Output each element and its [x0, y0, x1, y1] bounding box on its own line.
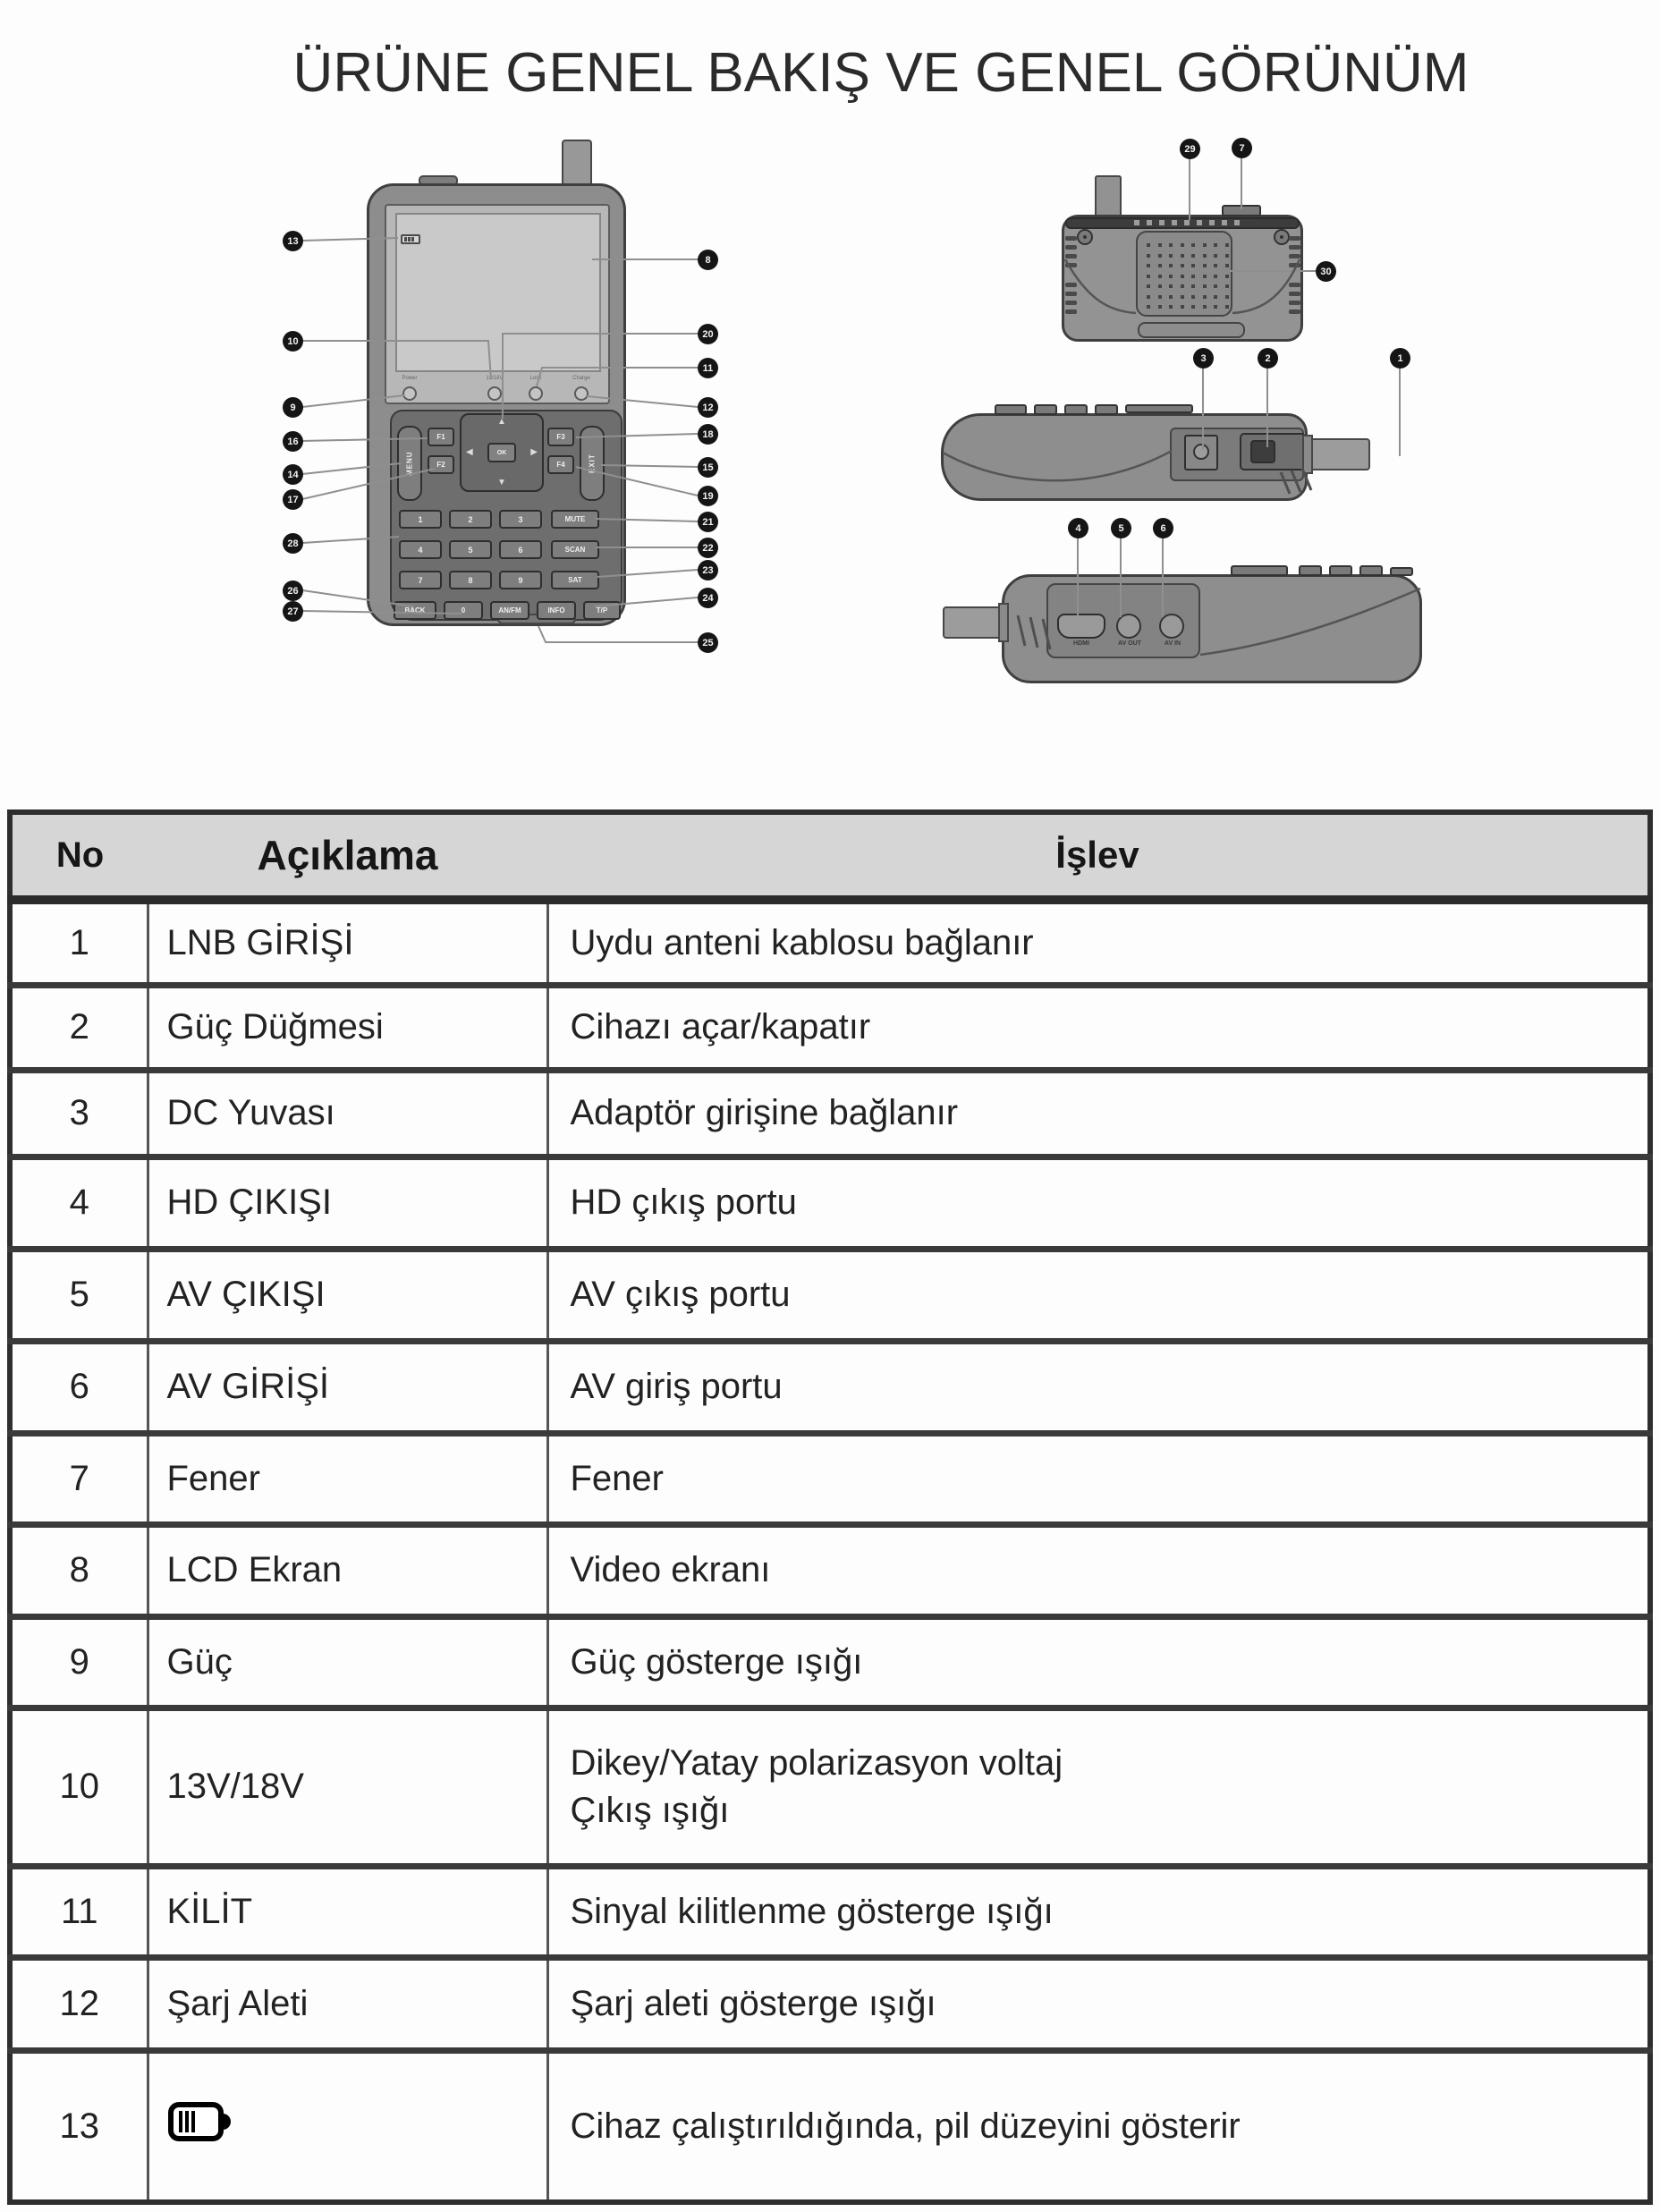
table-row — [10, 1866, 1650, 1957]
callout-16: 16 — [283, 431, 303, 452]
cell-aciklama: HD ÇIKIŞI — [148, 1157, 547, 1249]
bottom-top-button — [1390, 567, 1413, 576]
callout-11: 11 — [698, 358, 718, 378]
side-slot — [1065, 301, 1077, 305]
cell-islev: HD çıkış portu — [547, 1157, 1650, 1249]
grille-dot — [1158, 305, 1162, 309]
side-slot — [1065, 292, 1077, 296]
vent-dot — [1147, 220, 1152, 225]
port-label-0: HDMI — [1073, 640, 1089, 647]
cell-islev: Güç gösterge ışığı — [547, 1616, 1650, 1708]
callout-3: 3 — [1193, 348, 1214, 369]
table-row — [10, 1341, 1650, 1433]
grille-dot — [1225, 264, 1229, 267]
grille-dot — [1203, 305, 1207, 309]
side-slot — [1065, 245, 1077, 250]
grille-dot — [1158, 264, 1162, 267]
side-slot — [1289, 263, 1300, 267]
cell-islev: AV çıkış portu — [547, 1249, 1650, 1341]
vent-dot — [1134, 220, 1139, 225]
grille-dot — [1214, 243, 1217, 247]
f3-key: F3 — [547, 428, 574, 446]
sat-key: SAT — [551, 571, 599, 589]
exit-key: EXIT — [580, 426, 605, 501]
side-slot — [1289, 245, 1300, 250]
callout-17: 17 — [283, 489, 303, 510]
leader-line — [538, 626, 698, 642]
callout-4: 4 — [1068, 518, 1088, 538]
av-in-port — [1159, 614, 1184, 639]
callout-8: 8 — [698, 250, 718, 270]
cell-islev: Fener — [547, 1433, 1650, 1524]
cell-islev: Şarj aleti gösterge ışığı — [547, 1957, 1650, 2050]
grille-dot — [1181, 305, 1184, 309]
cell-aciklama: AV GİRİŞİ — [148, 1341, 547, 1433]
cell-islev: Video ekranı — [547, 1524, 1650, 1616]
side-slot — [1065, 309, 1077, 314]
cell-aciklama: Güç — [148, 1616, 547, 1708]
callout-24: 24 — [698, 588, 718, 608]
lnb-connector-side — [1306, 438, 1370, 470]
vent-dot — [1184, 220, 1190, 225]
callout-14: 14 — [283, 464, 303, 485]
cell-islev: Cihazı açar/kapatır — [547, 985, 1650, 1070]
callout-19: 19 — [698, 486, 718, 506]
grille-dot — [1147, 264, 1150, 267]
front-screen — [395, 213, 601, 372]
callout-7: 7 — [1232, 138, 1252, 158]
cell-aciklama: Güç Düğmesi — [148, 985, 547, 1070]
cell-no: 13 — [10, 2050, 148, 2202]
cell-aciklama: LCD Ekran — [148, 1524, 547, 1616]
callout-30: 30 — [1316, 261, 1336, 282]
grille-dot — [1147, 284, 1150, 288]
grille-dot — [1158, 275, 1162, 278]
table-row — [10, 1433, 1650, 1524]
grille-dot — [1214, 254, 1217, 258]
grille-dot — [1147, 275, 1150, 278]
cell-no: 4 — [10, 1157, 148, 1249]
cell-no: 8 — [10, 1524, 148, 1616]
port-label-2: AV IN — [1164, 640, 1181, 647]
grille-dot — [1203, 275, 1207, 278]
vent-dot — [1222, 220, 1227, 225]
back-screw-right — [1274, 229, 1290, 245]
grille-dot — [1169, 305, 1173, 309]
grille-dot — [1203, 243, 1207, 247]
bottom-top-button — [1231, 565, 1288, 576]
grille-dot — [1225, 284, 1229, 288]
callout-2: 2 — [1258, 348, 1278, 369]
led-3 — [574, 386, 589, 401]
header-islev: İşlev — [547, 812, 1650, 900]
header-no: No — [10, 812, 148, 900]
bottom-key-1: 0 — [444, 601, 483, 620]
grille-dot — [1225, 295, 1229, 299]
grille-dot — [1191, 275, 1195, 278]
table-row — [10, 900, 1650, 985]
bottom-top-button — [1359, 565, 1383, 576]
cell-aciklama: KİLİT — [148, 1866, 547, 1957]
vent-dot — [1234, 220, 1240, 225]
back-antenna — [1095, 175, 1122, 218]
grille-dot — [1203, 284, 1207, 288]
table-row — [10, 1249, 1650, 1341]
cell-no: 7 — [10, 1433, 148, 1524]
grille-dot — [1225, 243, 1229, 247]
led-1 — [487, 386, 502, 401]
page-title: ÜRÜNE GENEL BAKIŞ VE GENEL GÖRÜNÜM — [292, 41, 1469, 104]
led-label-3: Charge — [572, 376, 590, 381]
arrow-up-icon: ▲ — [497, 417, 506, 427]
led-label-1: 13/18V — [486, 376, 504, 381]
grille-dot — [1181, 275, 1184, 278]
lnb-collar-bottom — [998, 603, 1009, 642]
table-row — [10, 2050, 1650, 2202]
callout-6: 6 — [1153, 518, 1173, 538]
grille-dot — [1191, 254, 1195, 258]
mute-key: MUTE — [551, 510, 599, 529]
vent-dot — [1159, 220, 1165, 225]
callout-20: 20 — [698, 324, 718, 344]
side-slot — [1289, 309, 1300, 314]
callout-10: 10 — [283, 331, 303, 352]
av-out-port — [1116, 614, 1141, 639]
f2-key: F2 — [428, 455, 454, 474]
cell-no: 5 — [10, 1249, 148, 1341]
cell-islev: AV giriş portu — [547, 1341, 1650, 1433]
grille-dot — [1169, 264, 1173, 267]
cell-islev: Dikey/Yatay polarizasyon voltaj Çıkış ışığı — [547, 1708, 1650, 1866]
cell-no: 11 — [10, 1866, 148, 1957]
f4-key: F4 — [547, 455, 574, 474]
arrow-down-icon: ▼ — [497, 478, 506, 487]
cell-no: 12 — [10, 1957, 148, 2050]
side-slot — [1289, 301, 1300, 305]
cell-aciklama — [148, 2050, 547, 2202]
digit-4-key: 4 — [399, 540, 442, 559]
grille-dot — [1169, 254, 1173, 258]
side-slot — [1065, 263, 1077, 267]
digit-3-key: 3 — [499, 510, 542, 529]
side-top-button — [1064, 404, 1088, 415]
cell-aciklama: Şarj Aleti — [148, 1957, 547, 2050]
led-label-2: Lock — [529, 376, 542, 381]
cell-aciklama: AV ÇIKIŞI — [148, 1249, 547, 1341]
grille-dot — [1214, 305, 1217, 309]
callout-5: 5 — [1111, 518, 1131, 538]
ok-button: OK — [487, 443, 516, 462]
grille-dot — [1147, 305, 1150, 309]
side-slot — [1289, 236, 1300, 241]
grille-dot — [1158, 284, 1162, 288]
f1-key: F1 — [428, 428, 454, 446]
grille-dot — [1158, 254, 1162, 258]
cell-no: 2 — [10, 985, 148, 1070]
dpad-control — [460, 413, 544, 492]
table-row — [10, 1524, 1650, 1616]
lnb-collar-side — [1302, 435, 1313, 474]
grille-dot — [1158, 243, 1162, 247]
table-row — [10, 1157, 1650, 1249]
grille-dot — [1203, 295, 1207, 299]
port-label-1: AV OUT — [1118, 640, 1141, 647]
led-label-0: Power — [402, 376, 418, 381]
arrow-left-icon: ◀ — [466, 447, 473, 457]
grille-dot — [1214, 275, 1217, 278]
grille-dot — [1147, 243, 1150, 247]
bottom-key-2: AN/FM — [490, 601, 529, 620]
bottom-key-4: T/P — [583, 601, 621, 620]
grille-dot — [1191, 305, 1195, 309]
grille-dot — [1181, 264, 1184, 267]
scan-key: SCAN — [551, 540, 599, 559]
callout-23: 23 — [698, 560, 718, 581]
grille-dot — [1181, 295, 1184, 299]
bottom-top-button — [1299, 565, 1322, 576]
cell-no: 3 — [10, 1070, 148, 1157]
battery-icon — [167, 2101, 233, 2142]
grille-dot — [1225, 305, 1229, 309]
cell-no: 1 — [10, 900, 148, 985]
grille-dot — [1191, 243, 1195, 247]
side-slot — [1289, 292, 1300, 296]
grille-dot — [1191, 264, 1195, 267]
grille-dot — [1214, 295, 1217, 299]
side-slot — [1289, 254, 1300, 258]
arrow-right-icon: ▶ — [530, 447, 538, 457]
digit-8-key: 8 — [449, 571, 492, 589]
grille-dot — [1191, 295, 1195, 299]
grille-dot — [1203, 254, 1207, 258]
grille-dot — [1181, 254, 1184, 258]
callout-18: 18 — [698, 424, 718, 445]
digit-6-key: 6 — [499, 540, 542, 559]
side-slot — [1065, 236, 1077, 241]
grille-dot — [1225, 254, 1229, 258]
screen-battery-icon — [401, 234, 420, 244]
cell-islev: Cihaz çalıştırıldığında, pil düzeyini gösterir — [547, 2050, 1650, 2202]
device-diagrams — [0, 0, 1660, 787]
cell-islev: Sinyal kilitlenme gösterge ışığı — [547, 1866, 1650, 1957]
vent-dot — [1197, 220, 1202, 225]
cell-aciklama: 13V/18V — [148, 1708, 547, 1866]
digit-1-key: 1 — [399, 510, 442, 529]
cell-aciklama: LNB GİRİŞİ — [148, 900, 547, 985]
spec-table — [7, 809, 1653, 2205]
header-aciklama: Açıklama — [148, 812, 547, 900]
front-antenna — [562, 140, 592, 188]
digit-7-key: 7 — [399, 571, 442, 589]
digit-5-key: 5 — [449, 540, 492, 559]
grille-dot — [1225, 275, 1229, 278]
callout-9: 9 — [283, 397, 303, 418]
cell-no: 10 — [10, 1708, 148, 1866]
table-row — [10, 985, 1650, 1070]
grille-dot — [1147, 254, 1150, 258]
cell-no: 9 — [10, 1616, 148, 1708]
grille-dot — [1169, 275, 1173, 278]
table-row — [10, 1957, 1650, 2050]
side-slot — [1065, 283, 1077, 287]
bottom-key-3: INFO — [537, 601, 576, 620]
grille-dot — [1214, 264, 1217, 267]
cell-islev: Adaptör girişine bağlanır — [547, 1070, 1650, 1157]
side-top-button — [995, 404, 1027, 415]
power-switch-knob — [1250, 440, 1275, 463]
cell-aciklama: Fener — [148, 1433, 547, 1524]
grille-dot — [1158, 295, 1162, 299]
callout-12: 12 — [698, 397, 718, 418]
grille-dot — [1147, 295, 1150, 299]
table-row — [10, 1070, 1650, 1157]
bottom-top-button — [1329, 565, 1352, 576]
callout-25: 25 — [698, 632, 718, 653]
callout-13: 13 — [283, 231, 303, 251]
back-top-strip — [1065, 217, 1300, 229]
callout-22: 22 — [698, 538, 718, 558]
callout-15: 15 — [698, 457, 718, 478]
table-header-row — [10, 812, 1650, 900]
side-top-button — [1034, 404, 1057, 415]
dc-jack-hole — [1193, 444, 1209, 460]
bottom-key-0: BACK — [394, 601, 436, 620]
callout-29: 29 — [1180, 139, 1200, 159]
side-slot — [1065, 254, 1077, 258]
led-2 — [529, 386, 543, 401]
grille-dot — [1181, 284, 1184, 288]
side-slot — [1289, 283, 1300, 287]
grille-dot — [1169, 284, 1173, 288]
menu-key: MENU — [397, 426, 422, 501]
callout-1: 1 — [1390, 348, 1410, 369]
grille-dot — [1181, 243, 1184, 247]
cell-aciklama: DC Yuvası — [148, 1070, 547, 1157]
led-0 — [402, 386, 417, 401]
callout-28: 28 — [283, 533, 303, 554]
grille-dot — [1169, 295, 1173, 299]
grille-dot — [1203, 264, 1207, 267]
digit-9-key: 9 — [499, 571, 542, 589]
side-top-button — [1125, 404, 1193, 413]
lnb-connector-bottom — [943, 606, 1004, 639]
speaker-grille — [1136, 231, 1232, 317]
back-screw-left — [1077, 229, 1093, 245]
flashlight-button — [1222, 205, 1261, 216]
vent-dot — [1172, 220, 1177, 225]
grille-dot — [1214, 284, 1217, 288]
vent-dot — [1209, 220, 1215, 225]
grille-dot — [1169, 243, 1173, 247]
callout-27: 27 — [283, 601, 303, 622]
cell-no: 6 — [10, 1341, 148, 1433]
digit-2-key: 2 — [449, 510, 492, 529]
hdmi-port — [1057, 614, 1105, 639]
table-row — [10, 1708, 1650, 1866]
grille-dot — [1191, 284, 1195, 288]
table-row — [10, 1616, 1650, 1708]
callout-26: 26 — [283, 581, 303, 601]
cell-islev: Uydu anteni kablosu bağlanır — [547, 900, 1650, 985]
battery-door — [1138, 322, 1245, 338]
side-top-button — [1095, 404, 1118, 415]
callout-21: 21 — [698, 512, 718, 532]
